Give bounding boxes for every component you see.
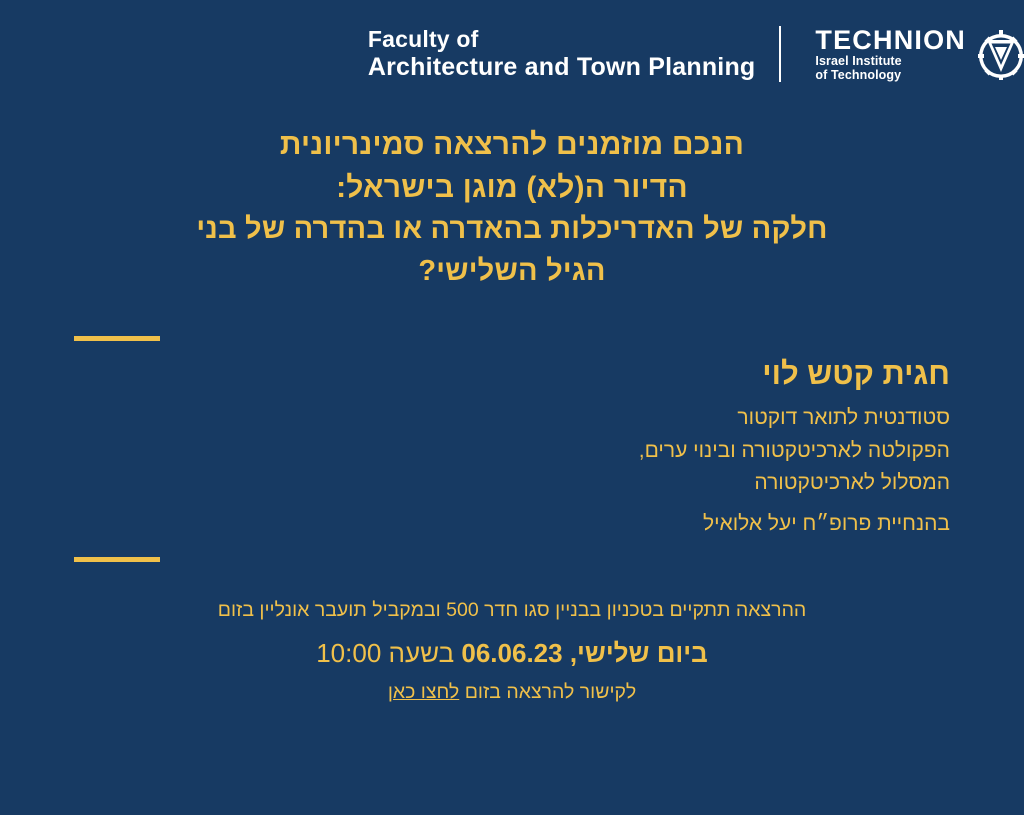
- title-line-3: חלקה של האדריכלות בהאדרה או בהדרה של בני: [196, 213, 828, 246]
- technion-wordmark: [815, 26, 966, 82]
- speaker-role: סטודנטית לתואר דוקטור: [737, 405, 950, 429]
- speaker-rule-top: [74, 336, 160, 341]
- header-divider: [779, 26, 781, 82]
- speaker-name: חגית קטש לוי: [762, 355, 950, 391]
- technion-logo-icon: [978, 28, 1024, 80]
- logistics-note: ההרצאה תתקיים בטכניון בבניין סגו חדר 500 ובמקביל תועבר אונליין בזום: [217, 598, 807, 621]
- faculty-line-1: Faculty of: [367, 26, 479, 53]
- institution-sub-line1: Israel Institute: [815, 54, 902, 69]
- logistics-when: [34, 635, 990, 671]
- faculty-line-2: Architecture and Town Planning: [367, 52, 756, 81]
- zoom-link-prefix: לקישור להרצאה בזום: [464, 680, 637, 703]
- logistics-time: בשעה 10:00: [316, 638, 455, 669]
- speaker-details: [74, 402, 950, 541]
- institution-sub-line2: of Technology: [815, 67, 902, 82]
- speaker-faculty: הפקולטה לארכיטקטורה ובינוי ערים,: [638, 438, 950, 462]
- logistics-section: [34, 596, 990, 704]
- poster-header: [0, 0, 1024, 82]
- logistics-date: ביום שלישי, 06.06.23: [461, 638, 708, 669]
- speaker-rule-bottom: [74, 557, 160, 562]
- institution-name: TECHNION: [815, 25, 966, 55]
- zoom-link[interactable]: לחצו כאן: [387, 680, 460, 703]
- technion-logo: [815, 26, 1024, 82]
- title-line-2: הדיור ה(לא) מוגן בישראל:: [336, 170, 688, 204]
- speaker-advisor: בהנחיית פרופ״ח יעל אלואיל: [702, 512, 950, 536]
- speaker-track: המסלול לארכיטקטורה: [754, 471, 950, 495]
- title-line-1: הנכם מוזמנים להרצאה סמינריונית: [279, 128, 745, 162]
- speaker-section: [74, 336, 950, 562]
- faculty-name: [368, 27, 756, 81]
- bottom-strip: [0, 797, 1024, 815]
- title-line-4: הגיל השלישי?: [418, 254, 606, 287]
- zoom-link-row: [34, 681, 990, 704]
- page-title: [64, 124, 960, 292]
